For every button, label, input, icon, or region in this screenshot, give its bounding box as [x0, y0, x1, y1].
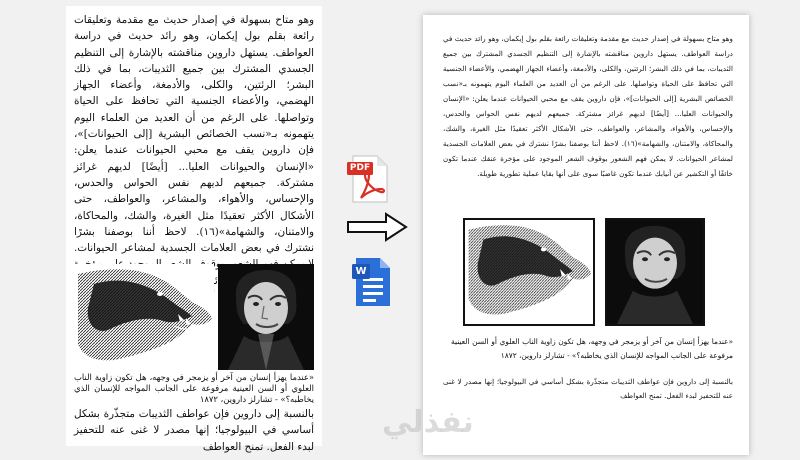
converted-figure-caption: «عندما يهزأ إنسان من آخر أو يزمجر في وجهه، هل تكون زاوية الناب العلوي أو السن العينية مرفوعة على الجانب المواجه للإنسان الذي يخاطبه؟» - تشارلز داروين، ١٨٧٢	[451, 337, 733, 360]
wolf-snarl-image	[74, 264, 214, 370]
word-document-icon	[352, 256, 392, 308]
converted-woman-image	[605, 218, 705, 326]
woman-portrait-image	[218, 264, 314, 370]
watermark-logo: نفذلي	[382, 405, 474, 440]
converted-body-text: وهو متاح بسهولة في إصدار حديث مع مقدمة وتعليقات رائعة بقلم بول إيكمان، وهو رائد حديث في دراسة العواطف. يستهل داروين مناقشته بالإشارة إلى التنظيم الجسدي المشترك بين جميع الثديبات، بما في ذلك البشر؛ الرئتين، والكلى، والأدمغة، وأعضاء الجهاز الهضمي، والأعضاء الجنسية التي تحافظ على الحياة وتواصلها. على الرغم من أن العديد من العلماء اليوم يتهمونه بـ«نسب الخصائص البشرية [إلى الحيوانات]»، فإن داروين يقف مع محبي الحيوانات عندما يعلن: «الإنسان والحيوانات العليا... [أيضًا] لديهم غرائز مشتركة. جميعهم لديهم نفس الحواس والحدس، والإحساس، والأهواء، والمشاعر، والعواطف، حتى الأشكال الأكثر تعقيدًا مثل الغيرة، والشك، والمحاكاة، والامتنان، والشهامة»(١٦). لاحظ أننا بوصفنا بشرًا نشترك في بعض العلامات الجسدية لمشاعر الحيوانات. لا يمكن فهم الشعور بوقوف الشعر الموجود على مؤخرة عنقك عندما تكون خائفًا أو التكشير عن أنيابك عندما تكون غاضبًا سوى على أنها بقايا عملية تطورية طويلة.	[443, 34, 734, 178]
pdf-file-icon	[347, 154, 389, 204]
source-body-text: وهو متاح بسهولة في إصدار حديث مع مقدمة وتعليقات رائعة بقلم بول إيكمان، وهو رائد حديث في دراسة العواطف. يستهل داروين مناقشته بالإشارة إلى التنظيم الجسدي المشترك بين جميع الثديبات، بما في ذلك البشر؛ الرئتين، والكلى، والأدمغة، وأعضاء الجهاز الهضمي، والأعضاء الجنسية التي تحافظ على الحياة وتواصلها. على الرغم من أن العديد من العلماء اليوم يتهمونه بـ«نسب الخصائص البشرية [إلى الحيوانات]»، فإن داروين يقف مع محبي الحيوانات عندما يعلن: «الإنسان والحيوانات العليا... [أيضًا] لديهم غرائز مشتركة. جميعهم لديهم نفس الحواس والحدس، والإحساس، والأهواء، والمشاعر، والعواطف، حتى الأشكال الأكثر تعقيدًا مثل الغيرة، والشك، والمحاكاة، والامتنان، والشهامة»(١٦). لاحظ أننا بوصفنا بشرًا نشترك في بعض العلامات الجسدية لمشاعر الحيوانات. خائفًا	[74, 14, 314, 287]
source-figure-caption: «عندما يهزأ إنسان من آخر أو يزمجر في وجهه، هل تكون زاوية الناب العلوي أو السن العينية مرفوعة على الجانب المواجه للإنسان الذي يخاطبه؟» - تشارلز داروين، ١٨٧٢	[74, 372, 314, 405]
converted-document-page	[423, 15, 749, 455]
converted-bottom-text: بالنسبة إلى داروين فإن عواطف الثديبات متجذّرة بشكل أساسي في البيولوجيا؛ إنها مصدر لا غنى عنه للتحفيز لبدء الفعل. تمنح العواطف	[443, 377, 733, 400]
source-scan-page	[66, 6, 322, 453]
source-bottom-text: بالنسبة إلى داروين فإن عواطف الثديبات متجذّرة بشكل أساسي في البيولوجيا؛ إنها مصدر لا غنى عنه للتحفيز لبدء الفعل. تمنح العواطف	[74, 408, 314, 453]
convert-arrow-icon	[346, 212, 408, 242]
pdf-label: PDF	[349, 163, 371, 173]
converted-wolf-image	[463, 218, 595, 326]
word-label: W	[355, 266, 367, 277]
